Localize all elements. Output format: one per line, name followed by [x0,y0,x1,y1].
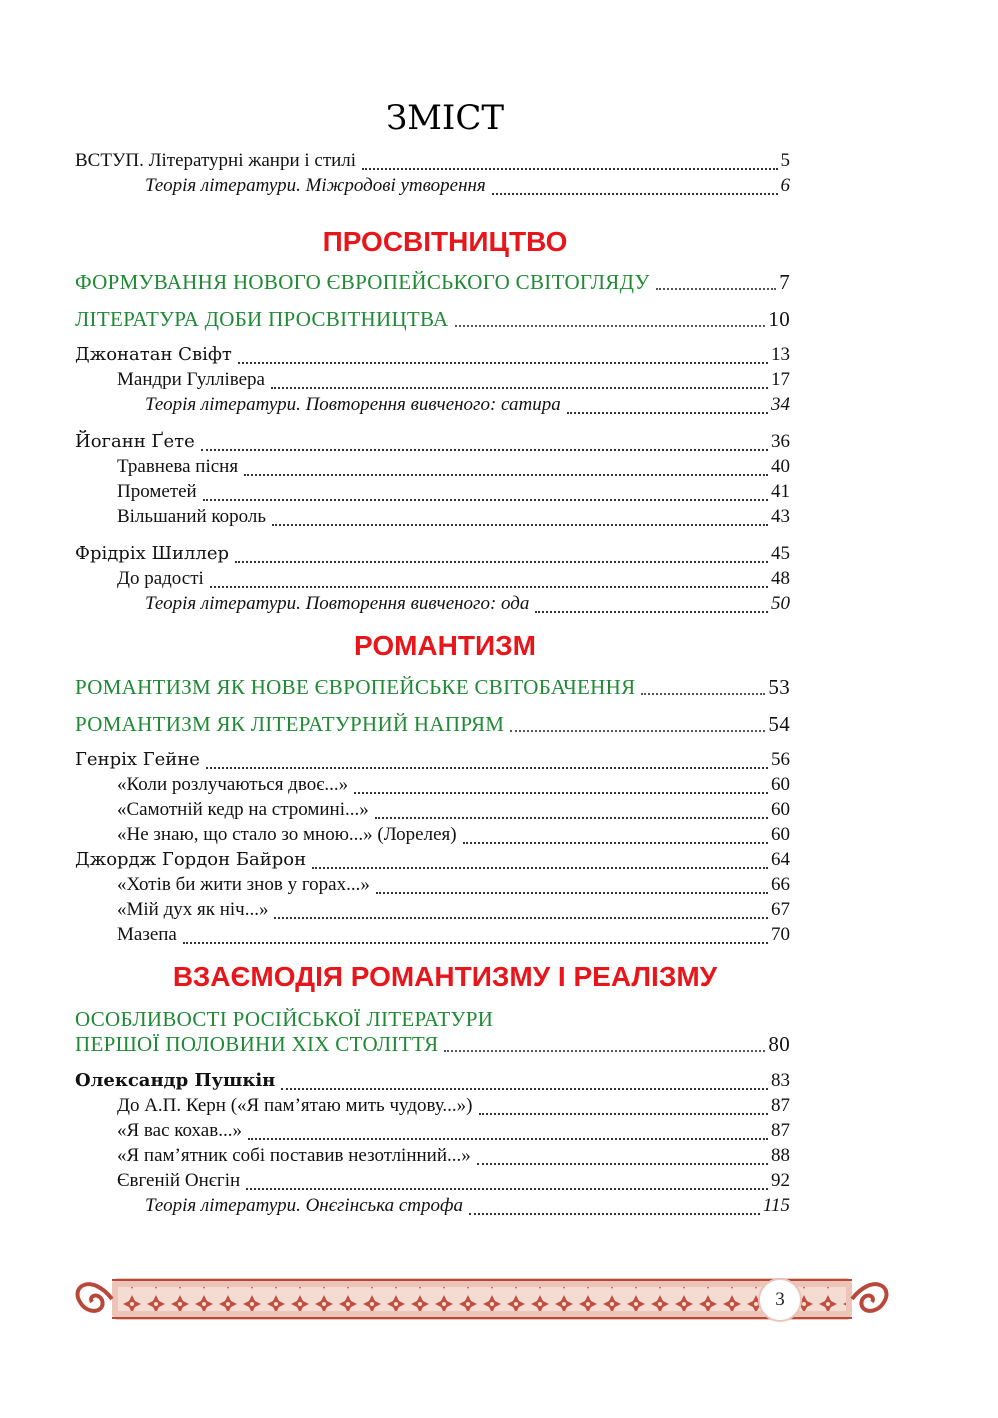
toc-entry-work[interactable]: Прометей 41 [117,481,790,502]
toc-entry-intro[interactable]: ВСТУП. Літературні жанри і стилі 5 [75,150,790,171]
page-title: ЗМІСТ [385,98,505,138]
toc-entry-work[interactable]: Вільшаний король 43 [117,506,790,527]
toc-entry-work[interactable]: Травнева пісня 40 [117,456,790,477]
toc-entry-topic[interactable]: ЛІТЕРАТУРА ДОБИ ПРОСВІТНИЦТВА 10 [75,307,790,331]
toc-entry-theory[interactable]: Теорія літератури. Повторення вивченого: ода 50 [145,593,790,614]
toc-entry-work[interactable]: «Я вас кохав...» 87 [117,1120,790,1141]
toc-entry-work[interactable]: До радості 48 [117,568,790,589]
toc-entry-theory[interactable]: Теорія літератури. Міжродові утворення 6 [145,175,790,196]
toc-entry-work[interactable]: Мазепа 70 [117,924,790,945]
toc-entry-topic-line1[interactable]: ОСОБЛИВОСТІ РОСІЙСЬКОЇ ЛІТЕРАТУРИ [75,1007,494,1031]
toc-entry-author[interactable]: Йоганн Ґете 36 [75,431,790,452]
toc-entry-theory[interactable]: Теорія літератури. Онєгінська строфа 115 [145,1195,790,1216]
toc-entry-author[interactable]: Джонатан Свіфт 13 [75,344,790,365]
toc-entry-work[interactable]: Євгеній Онєгін 92 [117,1170,790,1191]
toc-entry-work[interactable]: «Самотній кедр на стромині...» 60 [117,799,790,820]
page-number: 3 [758,1278,802,1322]
toc-entry-topic[interactable]: РОМАНТИЗМ ЯК ЛІТЕРАТУРНИЙ НАПРЯМ 54 [75,712,790,736]
section-heading: ПРОСВІТНИЦТВО [322,226,568,257]
toc-entry-author[interactable]: Олександр Пушкін 83 [75,1070,790,1091]
toc-entry-work[interactable]: «Не знаю, що стало зо мною...» (Лорелея) 60 [117,824,790,845]
toc-entry-work[interactable]: Мандри Гуллівера 17 [117,369,790,390]
toc-entry-author[interactable]: Генріх Гейне 56 [75,749,790,770]
toc-entry-work[interactable]: До А.П. Керн («Я пам’ятаю мить чудову...») 87 [117,1095,790,1116]
section-heading: ВЗАЄМОДІЯ РОМАНТИЗМУ І РЕАЛІЗМУ [172,961,718,992]
toc-entry-work[interactable]: «Хотів би жити знов у горах...» 66 [117,874,790,895]
toc-entry-topic[interactable]: ПЕРШОЇ ПОЛОВИНИ ХІХ СТОЛІТТЯ 80 [75,1032,790,1056]
toc-entry-topic[interactable]: ФОРМУВАННЯ НОВОГО ЄВРОПЕЙСЬКОГО СВІТОГЛЯДУ 7 [75,270,790,294]
toc-entry-work[interactable]: «Мій дух як ніч...» 67 [117,899,790,920]
toc-entry-work[interactable]: «Я пам’ятник собі поставив незотлінний...» 88 [117,1145,790,1166]
section-heading: РОМАНТИЗМ [354,630,536,661]
toc-entry-theory[interactable]: Теорія літератури. Повторення вивченого: сатира 34 [145,394,790,415]
toc-entry-author[interactable]: Джордж Гордон Байрон 64 [75,849,790,870]
toc-entry-work[interactable]: «Коли розлучаються двоє...» 60 [117,774,790,795]
toc-entry-topic[interactable]: РОМАНТИЗМ ЯК НОВЕ ЄВРОПЕЙСЬКЕ СВІТОБАЧЕННЯ 53 [75,675,790,699]
toc-entry-author[interactable]: Фрідріх Шиллер 45 [75,543,790,564]
